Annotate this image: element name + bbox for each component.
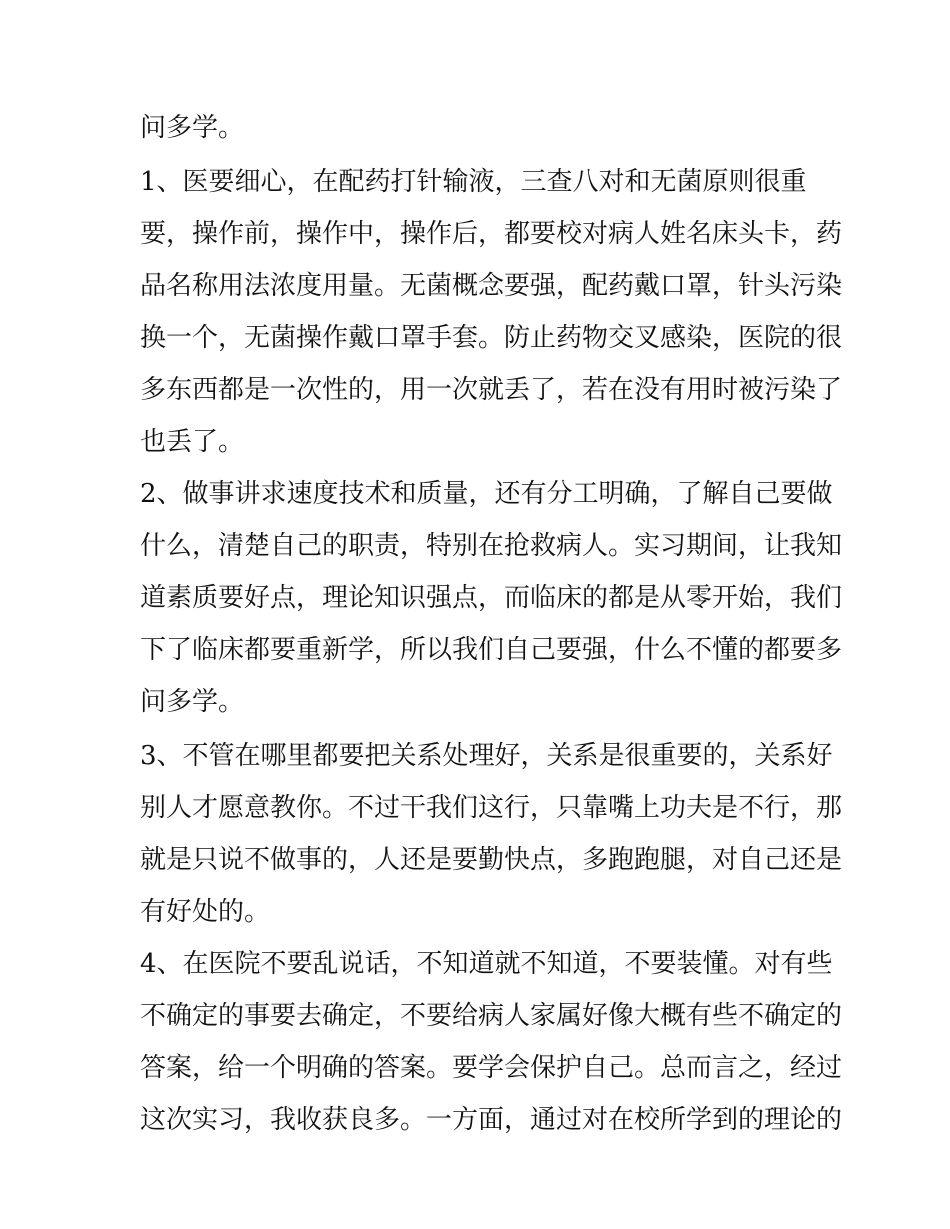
- text-line: 换一个，无菌操作戴口罩手套。防止药物交叉感染，医院的很: [140, 323, 843, 353]
- text-line: 不确定的事要去确定，不要给病人家属好像大概有些不确定的: [140, 1001, 843, 1031]
- text-line: 也丢了。: [140, 427, 245, 457]
- text-line: 什么，清楚自己的职责，特别在抢救病人。实习期间，让我知: [140, 531, 843, 561]
- text-line: 1、医要细心，在配药打针输液，三查八对和无菌原则很重: [140, 167, 807, 197]
- text-line: 问多学。: [140, 113, 245, 143]
- text-line: 问多学。: [140, 687, 245, 717]
- text-line: 就是只说不做事的，人还是要勤快点，多跑跑腿，对自己还是: [140, 845, 843, 875]
- text-line: 2、做事讲求速度技术和质量，还有分工明确，了解自己要做: [140, 479, 833, 509]
- text-line: 下了临床都要重新学，所以我们自己要强，什么不懂的都要多: [140, 635, 843, 665]
- text-line: 要，操作前，操作中，操作后，都要校对病人姓名床头卡，药: [140, 219, 843, 249]
- text-line: 别人才愿意教你。不过干我们这行，只靠嘴上功夫是不行，那: [140, 793, 843, 823]
- text-line: 有好处的。: [140, 897, 271, 927]
- text-line: 品名称用法浓度用量。无菌概念要强，配药戴口罩，针头污染: [140, 271, 843, 301]
- text-line: 答案，给一个明确的答案。要学会保护自己。总而言之，经过: [140, 1053, 843, 1083]
- text-line: 这次实习，我收获良多。一方面，通过对在校所学到的理论的: [140, 1105, 843, 1135]
- text-line: 4、在医院不要乱说话，不知道就不知道，不要装懂。对有些: [140, 949, 833, 979]
- text-line: 道素质要好点，理论知识强点，而临床的都是从零开始，我们: [140, 583, 843, 613]
- text-line: 多东西都是一次性的，用一次就丢了，若在没有用时被污染了: [140, 375, 843, 405]
- text-line: 3、不管在哪里都要把关系处理好，关系是很重要的，关系好: [140, 741, 833, 771]
